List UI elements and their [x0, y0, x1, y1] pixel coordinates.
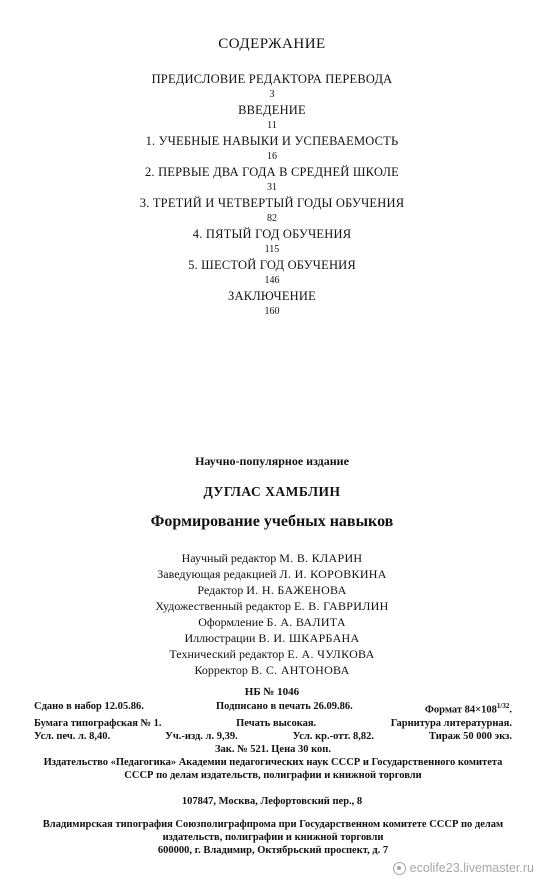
imprint-print-type: Печать высокая. [236, 717, 317, 729]
toc-title: СОДЕРЖАНИЕ [218, 36, 326, 52]
credit-person: Е. В. ГАВРИЛИН [293, 599, 389, 613]
toc-entry [0, 103, 544, 134]
credit-person: В. И. ШКАРБАНА [258, 631, 360, 645]
imprint-row [34, 730, 512, 743]
toc-entry-page: 115 [264, 244, 280, 255]
credit-person: М. В. КЛАРИН [279, 551, 363, 565]
imprint-paper: Бумага типографская № 1. [34, 717, 162, 729]
credits-list [0, 550, 544, 678]
credit-role: Научный редактор [181, 551, 277, 565]
toc-entry [0, 258, 544, 289]
credit-line [0, 598, 544, 614]
printer-address: 600000, г. Владимир, Октябрьский проспект, д. 7 [157, 845, 389, 856]
watermark-text: ecolife23.livemaster.ru [409, 861, 534, 875]
printer-block [34, 818, 512, 857]
toc-entry-page: 146 [264, 275, 280, 286]
credit-line [0, 582, 544, 598]
toc-entry-page: 82 [267, 213, 277, 224]
credit-person: И. Н. БАЖЕНОВА [246, 583, 347, 597]
imprint-print-run: Тираж 50 000 экз. [429, 730, 512, 742]
imprint-publisher-sheets: Уч.-изд. л. 9,39. [165, 730, 238, 742]
toc-entry-title: ЗАКЛЮЧЕНИЕ [228, 289, 316, 303]
imprint-signed-date: Подписано в печать 26.09.86. [215, 701, 353, 712]
toc-entry [0, 134, 544, 165]
credit-person: В. С. АНТОНОВА [250, 663, 350, 677]
edition-type: Научно-популярное издание [195, 454, 349, 468]
imprint-typeset-date: Сдано в набор 12.05.86. [34, 701, 144, 712]
imprint-typeface: Гарнитура литературная. [390, 717, 512, 729]
credit-person: Б. А. ВАЛИТА [266, 615, 346, 629]
livemaster-logo-icon [393, 862, 406, 875]
toc-entry-title: 4. ПЯТЫЙ ГОД ОБУЧЕНИЯ [192, 227, 352, 241]
credit-line [0, 566, 544, 582]
toc-entry [0, 289, 544, 320]
credit-person: Л. И. КОРОВКИНА [279, 567, 387, 581]
toc-entry-title: 1. УЧЕБНЫЕ НАВЫКИ И УСПЕВАЕМОСТЬ [145, 134, 399, 148]
toc-entry-title: 5. ШЕСТОЙ ГОД ОБУЧЕНИЯ [188, 258, 356, 272]
publisher-info: Издательство «Педагогика» Академии педагогических наук СССР и Государственного комитета СССР по делам издательств, полиграфии и книжной торговли [43, 757, 503, 781]
imprint-order-price: Зак. № 521. Цена 30 коп. [215, 743, 331, 755]
credit-line [0, 646, 544, 662]
toc-entry-page: 16 [267, 151, 277, 162]
watermark [393, 861, 534, 875]
imprint-block [34, 700, 512, 756]
book-title: Формирование учебных навыков [150, 513, 394, 530]
credit-role: Корректор [194, 663, 248, 677]
toc-entry [0, 165, 544, 196]
credit-role: Технический редактор [169, 647, 285, 661]
toc-entry-page: 160 [264, 306, 280, 317]
credit-role: Оформление [198, 615, 264, 629]
credit-person: Е. А. ЧУЛКОВА [287, 647, 375, 661]
publisher-address: 107847, Москва, Лефортовский пер., 8 [181, 796, 363, 807]
credit-line [0, 614, 544, 630]
book-author: ДУГЛАС ХАМБЛИН [203, 484, 341, 499]
imprint-row [34, 717, 512, 730]
imprint-format: Формат $84\times 108^{1/32}$. [424, 702, 512, 716]
printer-info: Владимирская типография Союзполиграфпрома при Государственном комитете СССР по делам издательств, полиграфии и книжной торговли [42, 819, 504, 843]
toc-entry [0, 196, 544, 227]
table-of-contents [0, 72, 544, 320]
credit-role: Иллюстрации [184, 631, 256, 645]
imprint-row [34, 700, 512, 717]
imprint-color-prints: Усл. кр.-отт. 8,82. [292, 730, 375, 742]
credit-role: Заведующая редакцией [157, 567, 277, 581]
imprint-print-sheets: Усл. печ. л. 8,40. [34, 730, 111, 742]
imprint-format-fraction: 1/32 [496, 702, 510, 710]
toc-entry [0, 72, 544, 103]
toc-entry [0, 227, 544, 258]
toc-entry-title: 2. ПЕРВЫЕ ДВА ГОДА В СРЕДНЕЙ ШКОЛЕ [144, 165, 400, 179]
toc-entry-page: 11 [267, 120, 277, 131]
imprint-format-text: Формат 84×108 [424, 704, 497, 716]
toc-entry-title: ВВЕДЕНИЕ [238, 103, 306, 117]
toc-entry-title: ПРЕДИСЛОВИЕ РЕДАКТОРА ПЕРЕВОДА [151, 72, 393, 86]
toc-entry-page: 3 [269, 89, 275, 100]
credit-line [0, 630, 544, 646]
toc-entry-page: 31 [267, 182, 277, 193]
credit-line [0, 662, 544, 678]
credit-role: Художественный редактор [155, 599, 291, 613]
credit-line [0, 550, 544, 566]
nb-number: НБ № 1046 [244, 686, 300, 698]
credit-role: Редактор [197, 583, 244, 597]
toc-entry-title: 3. ТРЕТИЙ И ЧЕТВЕРТЫЙ ГОДЫ ОБУЧЕНИЯ [139, 196, 405, 210]
